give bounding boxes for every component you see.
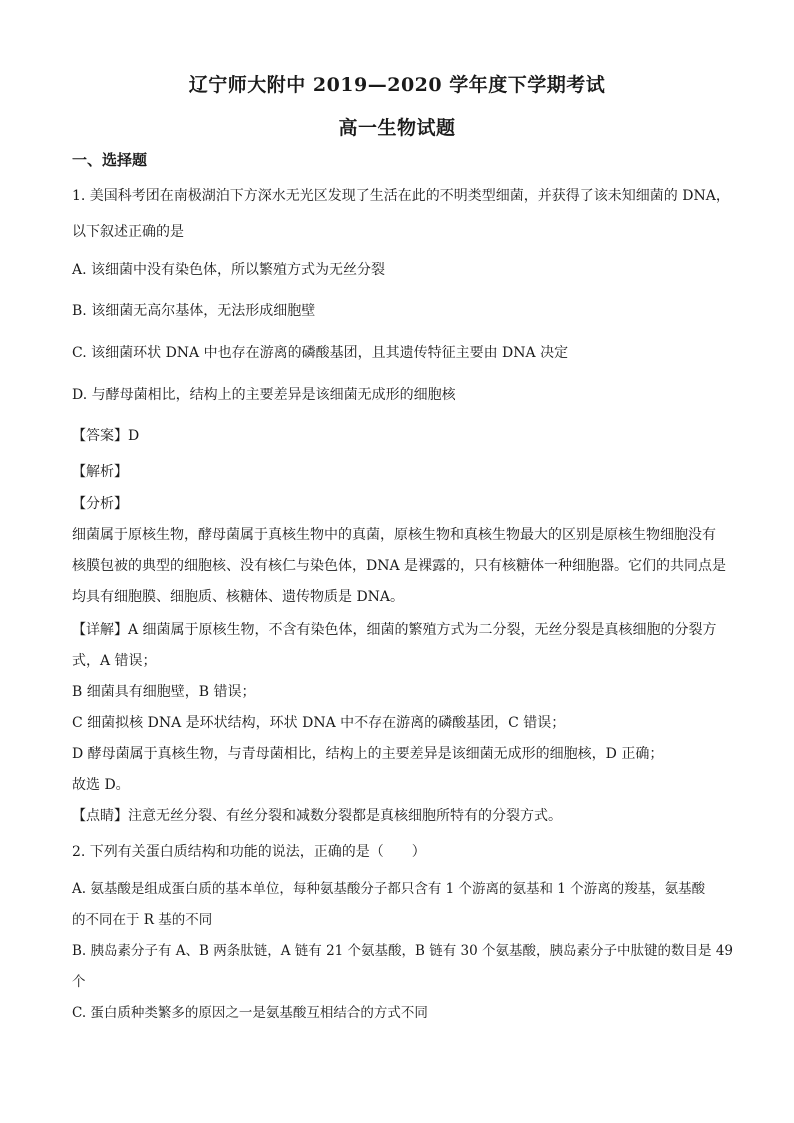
q1-option-b: B. 该细菌无高尔基体，无法形成细胞壁 bbox=[72, 303, 316, 319]
q1-option-c: C. 该细菌环状 DNA 中也存在游离的磷酸基团，且其遗传特征主要由 DNA 决定 bbox=[72, 345, 569, 361]
section-heading: 一、选择题 bbox=[72, 151, 148, 169]
q1-stem-line2: 以下叙述正确的是 bbox=[72, 224, 184, 240]
q2-stem: 2. 下列有关蛋白质结构和功能的说法，正确的是（ ） bbox=[72, 844, 426, 860]
q1-detail-line3: B 细菌具有细胞壁，B 错误； bbox=[72, 684, 256, 700]
q1-detail-line2: 式，A 错误； bbox=[72, 653, 157, 669]
q1-answer: 【答案】D bbox=[72, 428, 140, 444]
q1-fenxi-line1: 细菌属于原核生物，酵母菌属于真核生物中的真菌，原核生物和真核生物最大的区别是原核生物细胞没有 bbox=[72, 527, 716, 543]
q1-fenxi-line3: 均具有细胞膜、细胞质、核糖体、遗传物质是 DNA。 bbox=[72, 589, 405, 605]
q1-detail-line1: 【详解】A 细菌属于原核生物，不含有染色体，细菌的繁殖方式为二分裂，无丝分裂是真核细胞的分裂方 bbox=[72, 622, 717, 638]
q2-option-b-line1: B. 胰岛素分子有 A、B 两条肽链，A 链有 21 个氨基酸，B 链有 30 个氨基酸，胰岛素分子中肽键的数目是 49 bbox=[72, 943, 733, 959]
q1-comment: 【点睛】注意无丝分裂、有丝分裂和减数分裂都是真核细胞所特有的分裂方式。 bbox=[72, 808, 562, 824]
q1-fenxi-label: 【分析】 bbox=[72, 496, 128, 512]
q2-option-a-line2: 的不同在于 R 基的不同 bbox=[72, 912, 213, 928]
q2-option-c: C. 蛋白质种类繁多的原因之一是氨基酸互相结合的方式不同 bbox=[72, 1005, 428, 1021]
q2-option-b-line2: 个 bbox=[72, 974, 86, 990]
q1-analysis-label: 【解析】 bbox=[72, 464, 128, 480]
q1-detail-line5: D 酵母菌属于真核生物，与青母菌相比，结构上的主要差异是该细菌无成形的细胞核，D 正确； bbox=[72, 746, 664, 762]
exam-subtitle: 高一生物试题 bbox=[338, 117, 456, 139]
q1-option-a: A. 该细菌中没有染色体，所以繁殖方式为无丝分裂 bbox=[72, 262, 386, 278]
exam-title: 辽宁师大附中 2019—2020 学年度下学期考试 bbox=[188, 74, 606, 96]
q1-fenxi-line2: 核膜包被的典型的细胞核、没有核仁与染色体，DNA 是裸露的，只有核糖体一种细胞器。它们的共同点是 bbox=[72, 558, 727, 574]
q1-detail-line4: C 细菌拟核 DNA 是环状结构，环状 DNA 中不存在游离的磷酸基团，C 错误； bbox=[72, 715, 566, 731]
q2-option-a-line1: A. 氨基酸是组成蛋白质的基本单位，每种氨基酸分子都只含有 1 个游离的氨基和 1 个游离的羧基，氨基酸 bbox=[72, 881, 706, 897]
q1-option-d: D. 与酵母菌相比，结构上的主要差异是该细菌无成形的细胞核 bbox=[72, 387, 456, 403]
q1-stem-line1: 1. 美国科考团在南极湖泊下方深水无光区发现了生活在此的不明类型细菌，并获得了该未知细菌的 DNA， bbox=[72, 188, 730, 204]
q1-detail-line6: 故选 D。 bbox=[72, 777, 130, 793]
